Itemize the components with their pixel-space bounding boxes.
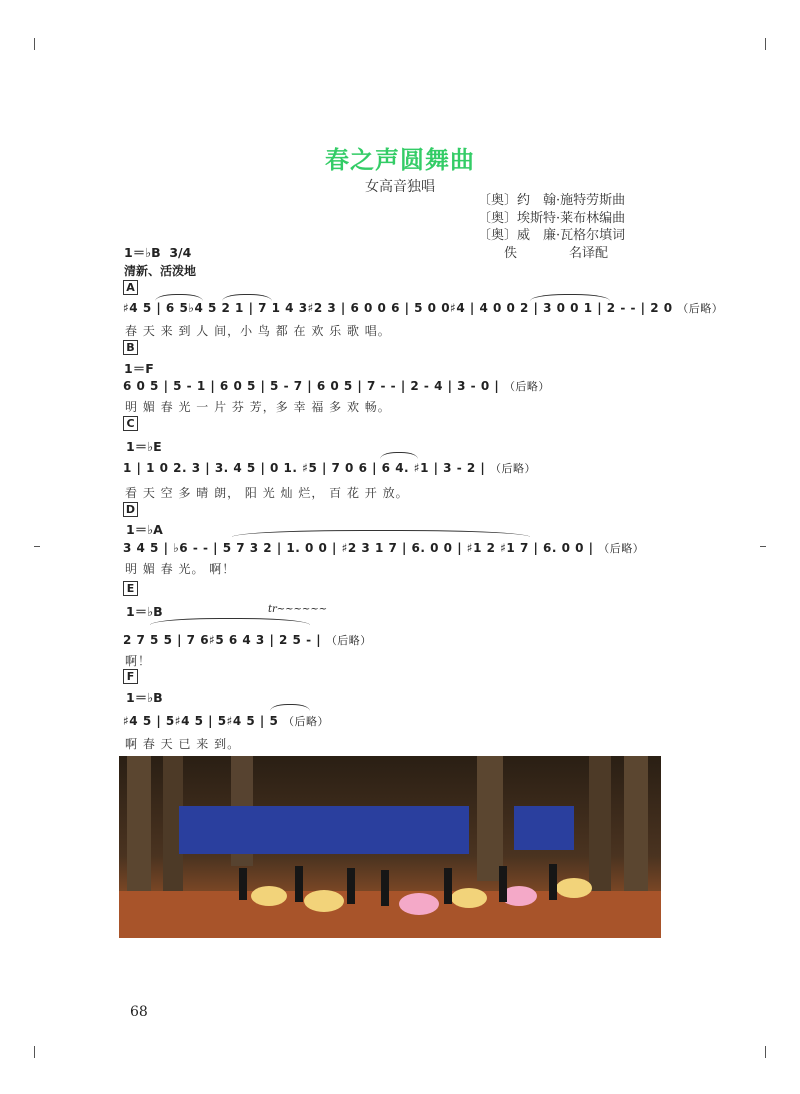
credit-composer: 〔奥〕约 翰·施特劳斯曲 [478,193,626,208]
slur [232,530,530,537]
notes-b: 6 0 5 | 5 - 1 | 6 0 5 | 5 - 7 | 6 0 5 | 7 - - | 2 - 4 | 3 - 0 | [123,379,500,393]
notes-e: 2 7 5 5 | 7 6♯5 6 4 3 | 2 5 - | [123,633,322,647]
tempo-marking: 清新、活泼地 [124,264,197,278]
section-label-f: F [123,669,138,684]
lyrics-d: 明 媚 春 光。 啊！ [125,562,236,576]
key-signature-c: 1＝♭E [126,439,162,454]
credit-lyricist: 〔奥〕威 廉·瓦格尔填词 [478,228,626,243]
notes-f: ♯4 5 | 5♯4 5 | 5♯4 5 | 5 [123,714,279,728]
crop-mark-mid-right [760,546,766,547]
slur [380,452,418,459]
lyrics-c: 看 天 空 多 晴 朗， 阳 光 灿 烂， 百 花 开 放。 [125,486,409,500]
key-signature-d: 1＝♭A [126,522,163,537]
notation-line-c [123,460,536,476]
omit-mark-e: （后略） [325,634,372,647]
key-signature-a: 1＝♭B 3/4 [124,245,192,260]
notes-a: ♯4 5 | 6 5♭4 5 2 1 | 7 1 4 3♯2 3 | 6 0 0 6 | 5 0 0♯4 | 4 0 0 2 | 3 0 0 1 | 2 - - | 2 0 [123,301,673,315]
crop-mark-top-left [34,38,35,50]
section-label-e: E [123,581,138,596]
notation-line-a [123,300,723,316]
notation-line-e [123,632,372,648]
section-label-d: D [123,502,138,517]
omit-mark-a: （后略） [677,302,724,315]
notes-c: 1 | 1 0 2. 3 | 3. 4 5 | 0 1. ♯5 | 7 0 6 | 6 4. ♯1 | 3 - 2 | [123,461,486,475]
page-number: 68 [130,1004,148,1020]
credits [478,192,625,262]
credit-arranger: 〔奥〕埃斯特·莱布林编曲 [478,210,626,226]
omit-mark-d: （后略） [598,542,645,555]
crop-mark-mid-left [34,546,40,547]
key-signature-e: 1＝♭B [126,604,163,619]
section-label-c: C [123,416,138,431]
crop-mark-bottom-right [765,1046,766,1058]
notation-line-b [123,378,550,394]
omit-mark-c: （后略） [489,462,536,475]
trill-mark: tr~~~~~~ [268,604,328,615]
notes-d: 3 4 5 | ♭6 - - | 5 7 3 2 | 1. 0 0 | ♯2 3 1 7 | 6. 0 0 | ♯1 2 ♯1 7 | 6. 0 0 | [123,541,594,555]
credit-translator: 佚 名译配 [478,245,609,261]
slur [270,704,310,711]
lyrics-e: 啊！ [125,654,152,668]
song-title: 春之声圆舞曲 [325,145,475,174]
lyrics-a: 春 天 来 到 人 间，小 鸟 都 在 欢 乐 歌 唱。 [125,324,391,338]
section-label-a: A [123,280,138,295]
key-signature-b: 1＝F [124,361,154,376]
notation-line-d [123,540,644,556]
omit-mark-b: （后略） [503,380,550,393]
section-label-b: B [123,340,138,355]
song-subtitle: 女高音独唱 [365,179,435,195]
crop-mark-bottom-left [34,1046,35,1058]
stage-performance-photo [119,756,661,938]
crop-mark-top-right [765,38,766,50]
notation-line-f [123,713,329,729]
lyrics-b: 明 媚 春 光 一 片 芬 芳，多 幸 福 多 欢 畅。 [125,400,391,414]
omit-mark-f: （后略） [283,715,330,728]
slur [150,618,310,625]
key-signature-f: 1＝♭B [126,690,163,705]
lyrics-f: 啊 春 天 已 来 到。 [125,737,241,751]
